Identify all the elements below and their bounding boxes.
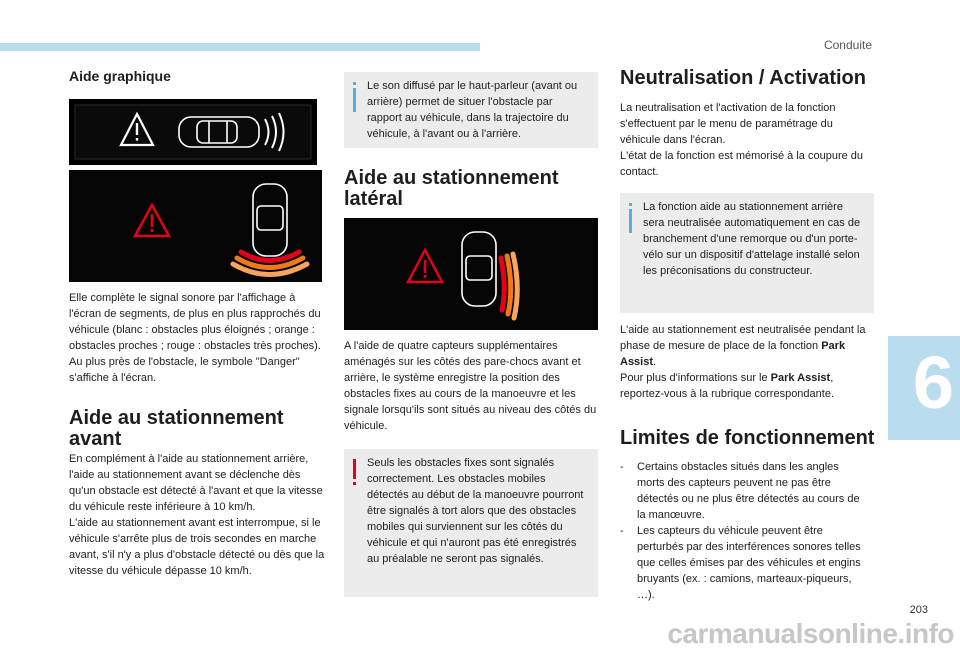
park-assist-text-1c: .: [653, 356, 657, 368]
section-label: Conduite: [823, 38, 872, 52]
figure-rear-parking-display: [69, 170, 322, 282]
limits-list: [620, 459, 868, 603]
list-item: - Certains obstacles situés dans les angles morts des capteurs peuvent ne pas être détectés ou ne plus être détectés au cours de la manœuvre.: [620, 459, 868, 523]
park-assist-paragraph-2: [620, 370, 870, 402]
park-assist-text: [620, 322, 870, 402]
graphic-aid-text: [69, 290, 327, 386]
info-note-trailer: [620, 193, 874, 313]
neutralisation-text: [620, 100, 870, 180]
figure-side-parking-display: [344, 218, 598, 330]
dashboard-display-illustration: [69, 99, 317, 165]
graphic-aid-paragraph-2: Au plus près de l'obstacle, le symbole "Danger" s'affiche à l'écran.: [69, 356, 300, 384]
warning-note-obstacles: [344, 449, 598, 597]
info-icon: [353, 88, 356, 112]
front-parking-text: [69, 451, 327, 579]
warning-note-text: Seuls les obstacles fixes sont signalés correctement. Les obstacles mobiles détectés au début de la manoeuvre pourront être signalés à tort alors que des obstacles mobiles qui surviennent sur les côtés du véhicule et qui n'auront pas été enregistrés au préalable ne seront pas signalés.: [367, 457, 584, 565]
heading-front-parking: Aide au stationnement avant: [69, 407, 284, 450]
rear-parking-illustration: [69, 170, 322, 282]
side-parking-illustration: [344, 218, 598, 330]
park-assist-link-2: Park Assist: [770, 372, 831, 384]
park-assist-link-1: Park Assist: [620, 340, 846, 368]
park-assist-text-1a: L'aide au stationnement est neutralisée pendant la phase de mesure de place de la fonction: [620, 324, 866, 352]
info-note-speaker: [344, 72, 598, 148]
side-parking-text: A l'aide de quatre capteurs supplémentaires aménagés sur les côtés des pare-chocs avant et arrière, le système enregistre la position des obstacles fixes au cours de la manoeuvre et les signale lorsqu'ils sont situés au niveau des côtés du véhicule.: [344, 340, 597, 432]
list-item: - Les capteurs du véhicule peuvent être perturbés par des interférences sonores telles que celles émises par des véhicules et engins bruyants (ex. : camions, marteaux-piqueurs, …).: [620, 523, 868, 603]
info-icon: [629, 209, 632, 233]
figure-dashboard-display: [69, 99, 317, 165]
warning-icon: [353, 459, 356, 479]
header-accent-bar: [0, 43, 480, 51]
heading-limits: Limites de fonctionnement: [620, 427, 875, 449]
neutralisation-paragraph-2: L'état de la fonction est mémorisé à la coupure du contact.: [620, 150, 864, 178]
front-parking-paragraph-2: L'aide au stationnement avant est interrompue, si le véhicule s'arrête plus de trois secondes en marche avant, s'il n'y a plus d'obstacle détecté ou dès que la vitesse du véhicule dépasse 10 km/h.: [69, 517, 325, 577]
park-assist-paragraph-1: [620, 322, 870, 370]
park-assist-text-2c: , reportez-vous à la rubrique correspondante.: [620, 372, 835, 400]
heading-neutralisation: Neutralisation / Activation: [620, 67, 866, 89]
neutralisation-paragraph-1: La neutralisation et l'activation de la fonction s'effectuent par le menu de paramétrage du véhicule dans l'écran.: [620, 102, 836, 146]
heading-graphic-aid: Aide graphique: [69, 68, 171, 84]
heading-side-parking: Aide au stationnement latéral: [344, 167, 559, 210]
watermark: carmanualsonline.info: [667, 618, 954, 649]
front-parking-paragraph-1: En complément à l'aide au stationnement arrière, l'aide au stationnement avant se déclenche dès qu'un obstacle est détecté à l'avant et que la vitesse du véhicule reste inférieure à 10 km/h.: [69, 453, 323, 513]
page-number: 203: [909, 604, 928, 616]
side-proximity-segments: [501, 254, 517, 318]
info-note-trailer-text: La fonction aide au stationnement arrière sera neutralisée automatiquement en cas de branchement d'une remorque ou d'un porte-vélo sur un dispositif d'attelage installé selon les préconisations du constructeur.: [643, 201, 861, 277]
chapter-number: 6: [912, 341, 954, 424]
graphic-aid-paragraph-1: Elle complète le signal sonore par l'affichage à l'écran de segments, de plus en plus rapprochés du véhicule (blanc : obstacles plus éloignés ; orange : obstacles proches ; rouge : obstacles très proches).: [69, 292, 321, 352]
park-assist-text-2a: Pour plus d'informations sur le: [620, 372, 771, 384]
info-note-text: Le son diffusé par le haut-parleur (avant ou arrière) permet de situer l'obstacle par rapport au véhicule, dans la trajectoire du véhicule, à l'avant ou à l'arrière.: [367, 80, 578, 140]
